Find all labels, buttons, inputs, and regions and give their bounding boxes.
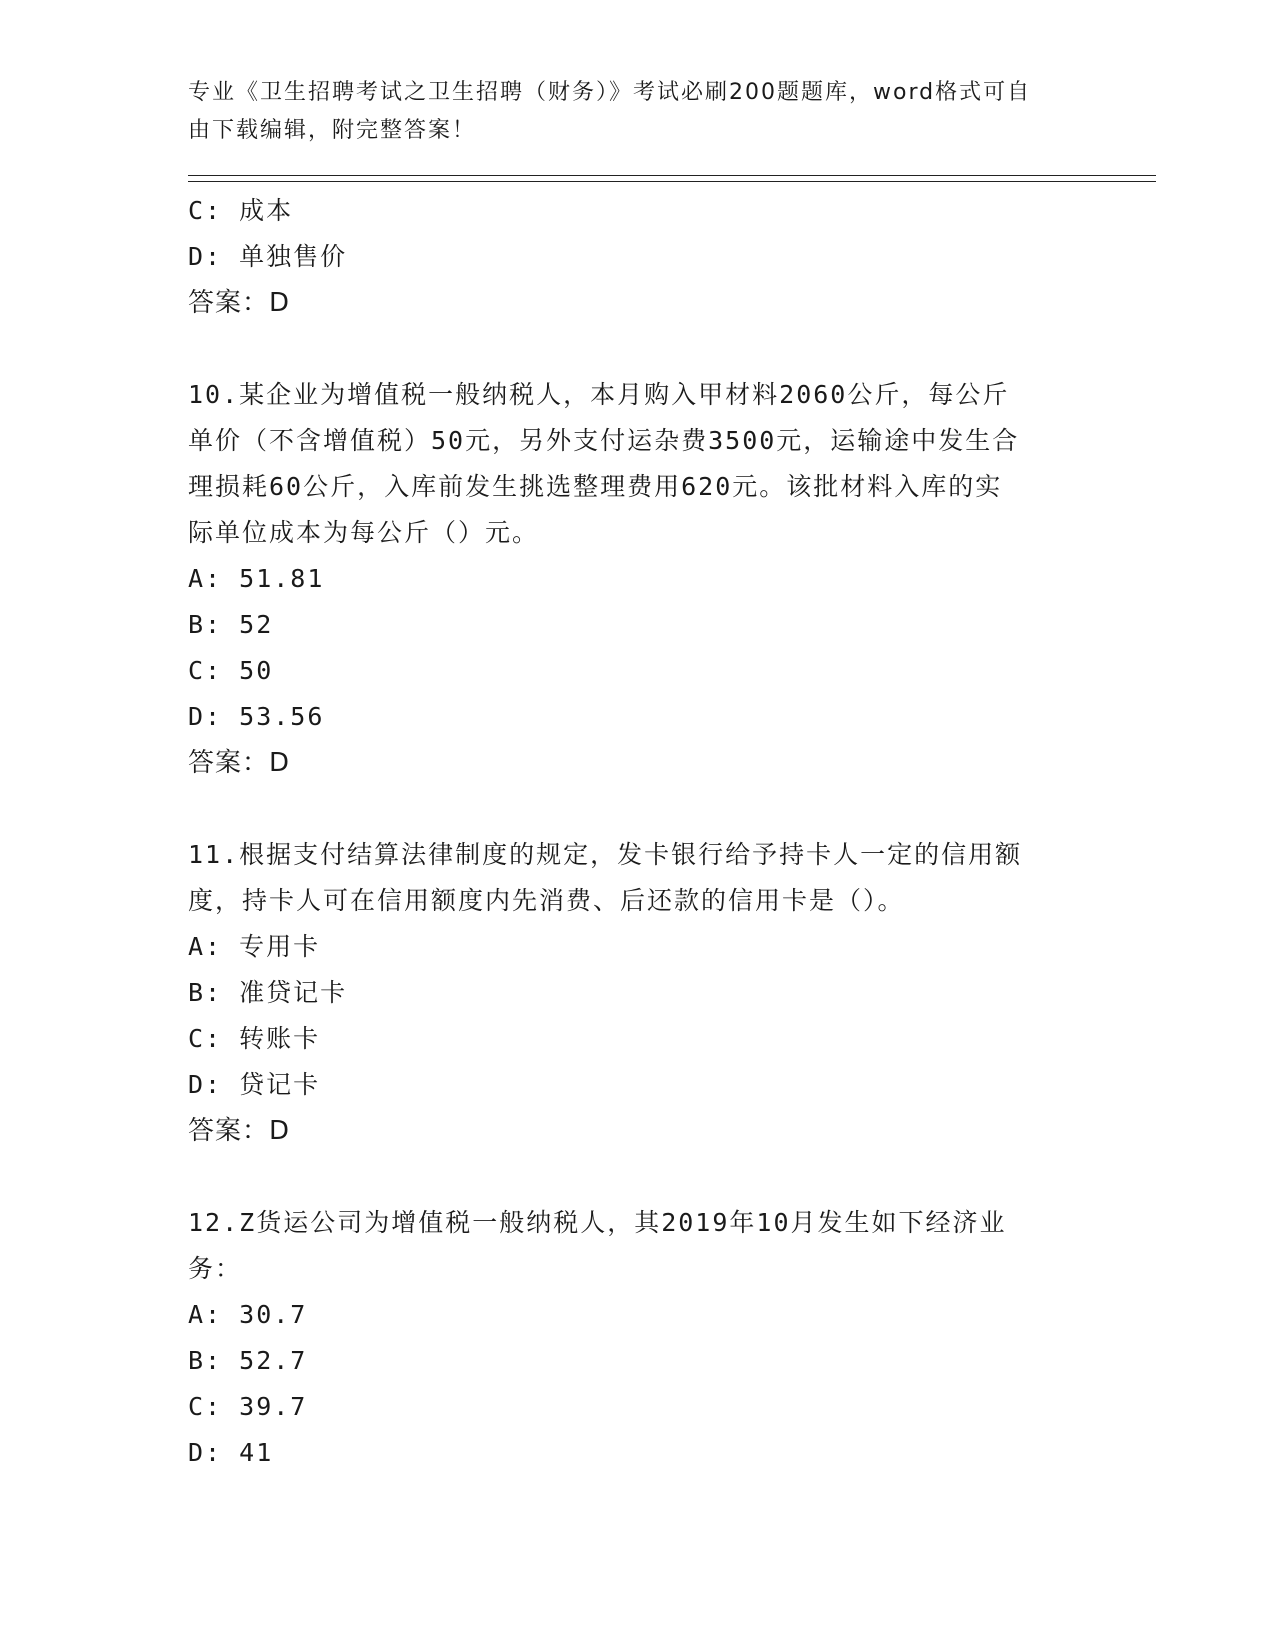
- spacer: [188, 786, 1088, 832]
- answer-line: 答案：D: [188, 288, 291, 318]
- option-d: D: 53.56: [188, 702, 325, 731]
- header-divider-bottom: [188, 181, 1156, 182]
- question-text-line: 11.根据支付结算法律制度的规定，发卡银行给予持卡人一定的信用额: [188, 840, 1023, 869]
- question-text-line: 务：: [188, 1254, 243, 1283]
- answer-line: 答案：D: [188, 1116, 291, 1146]
- header-divider-top: [188, 175, 1156, 176]
- question-12: [188, 1200, 1088, 1476]
- option-c: C: 50: [188, 656, 274, 685]
- question-text-line: 理损耗60公斤，入库前发生挑选整理费用620元。该批材料入库的实: [188, 472, 1003, 501]
- option-c: C: 成本: [188, 196, 294, 225]
- spacer: [188, 326, 1088, 372]
- document-header: [188, 74, 1088, 150]
- header-line-1: 专业《卫生招聘考试之卫生招聘（财务）》考试必刷200题题库，word格式可自: [188, 80, 1032, 105]
- question-10: [188, 372, 1088, 786]
- spacer: [188, 1154, 1088, 1200]
- header-line-2: 由下载编辑，附完整答案！: [188, 118, 477, 143]
- question-text-line: 10.某企业为增值税一般纳税人，本月购入甲材料2060公斤，每公斤: [188, 380, 1010, 409]
- prev-question-block: [188, 188, 1088, 326]
- option-b: B: 52: [188, 610, 274, 639]
- question-content: [188, 188, 1088, 1476]
- option-d: D: 41: [188, 1438, 274, 1467]
- answer-line: 答案：D: [188, 748, 291, 778]
- option-a: A: 专用卡: [188, 932, 321, 961]
- option-c: C: 39.7: [188, 1392, 308, 1421]
- option-a: A: 30.7: [188, 1300, 308, 1329]
- option-d: D: 单独售价: [188, 242, 348, 271]
- option-b: B: 准贷记卡: [188, 978, 348, 1007]
- question-text-line: 单价（不含增值税）50元，另外支付运杂费3500元，运输途中发生合: [188, 426, 1020, 455]
- question-11: [188, 832, 1088, 1154]
- question-text-line: 度，持卡人可在信用额度内先消费、后还款的信用卡是（）。: [188, 886, 905, 915]
- question-text-line: 际单位成本为每公斤（）元。: [188, 518, 540, 547]
- question-text-line: 12.Z货运公司为增值税一般纳税人，其2019年10月发生如下经济业: [188, 1208, 1007, 1237]
- option-b: B: 52.7: [188, 1346, 308, 1375]
- option-c: C: 转账卡: [188, 1024, 321, 1053]
- option-a: A: 51.81: [188, 564, 325, 593]
- option-d: D: 贷记卡: [188, 1070, 321, 1099]
